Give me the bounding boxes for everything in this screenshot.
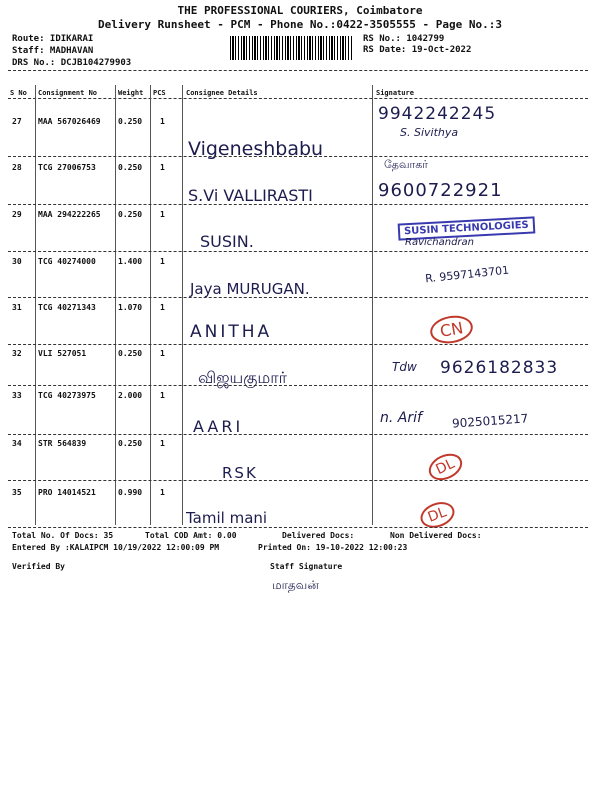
row-weight: 2.000 [118, 391, 143, 400]
row-weight: 0.250 [118, 210, 143, 219]
row-pcs: 1 [160, 303, 165, 312]
consignee-handwritten: Tamil mani [186, 509, 268, 527]
row-sno: 33 [12, 391, 22, 400]
signature-phone: 9025015217 [451, 411, 529, 431]
drs-number: DRS No.: DCJB104279903 [12, 58, 132, 68]
consignee-handwritten: Vigeneshbabu [188, 138, 324, 160]
row-consignment: STR 564839 [38, 439, 87, 448]
row-consignment: TCG 40274000 [38, 257, 96, 266]
row-sno: 32 [12, 349, 22, 358]
rs-date: RS Date: 19-Oct-2022 [363, 45, 472, 55]
signature-phone: 9600722921 [378, 180, 503, 201]
row-consignment: TCG 27006753 [38, 163, 96, 172]
row-sno: 28 [12, 163, 22, 172]
route: Route: IDIKARAI [12, 34, 94, 44]
staff-signature-label: Staff Signature [270, 562, 343, 571]
col-header-sno: S No [10, 89, 27, 97]
dl-mark: DL [417, 498, 458, 532]
signature-scribble: n. Arif [380, 410, 422, 426]
row-pcs: 1 [160, 163, 165, 172]
col-header-signature: Signature [376, 89, 414, 97]
row-consignment: TCG 40271343 [38, 303, 96, 312]
col-header-consignee: Consignee Details [186, 89, 258, 97]
row-pcs: 1 [160, 257, 165, 266]
printed-on: Printed On: 19-10-2022 12:00:23 [258, 543, 408, 552]
row-consignment: TCG 40273975 [38, 391, 96, 400]
row-sno: 27 [12, 117, 22, 126]
bottom-rule [8, 527, 588, 528]
signature-scribble: Ravichandran [405, 237, 474, 248]
runsheet-title: Delivery Runsheet - PCM - Phone No.:0422-3505555 - Page No.:3 [98, 18, 502, 31]
row-weight: 1.070 [118, 303, 143, 312]
col-divider [372, 85, 373, 525]
signature-scribble: தேவாகர் [384, 158, 429, 171]
row-pcs: 1 [160, 349, 165, 358]
signature-phone: 9626182833 [440, 358, 559, 378]
row-consignment: MAA 294222265 [38, 210, 101, 219]
col-header-pcs: PCS [153, 89, 166, 97]
row-weight: 0.990 [118, 488, 143, 497]
row-divider [8, 344, 588, 345]
consignee-handwritten: SUSIN. [200, 232, 254, 251]
cn-mark: CN [428, 312, 475, 346]
non-delivered-docs: Non Delivered Docs: [390, 531, 482, 540]
row-pcs: 1 [160, 488, 165, 497]
consignee-handwritten: ANITHA [190, 322, 273, 342]
consignee-handwritten: Jaya MURUGAN. [190, 280, 310, 298]
signature-phone: 9942242245 [378, 104, 497, 124]
col-divider [182, 85, 183, 525]
top-rule [8, 70, 588, 71]
row-pcs: 1 [160, 391, 165, 400]
row-divider [8, 204, 588, 205]
total-cod: Total COD Amt: 0.00 [145, 531, 237, 540]
col-header-consignment: Consignment No [38, 89, 98, 97]
company-title: THE PROFESSIONAL COURIERS, Coimbatore [177, 4, 423, 17]
row-weight: 1.400 [118, 257, 143, 266]
row-consignment: VLI 527051 [38, 349, 87, 358]
row-divider [8, 251, 588, 252]
row-pcs: 1 [160, 210, 165, 219]
dl-mark: DL [425, 449, 466, 485]
row-weight: 0.250 [118, 117, 143, 126]
row-pcs: 1 [160, 439, 165, 448]
row-consignment: PRO 14014521 [38, 488, 96, 497]
row-weight: 0.250 [118, 439, 143, 448]
barcode [230, 36, 352, 60]
row-sno: 30 [12, 257, 22, 266]
signature-scribble: Tdw [392, 360, 417, 374]
row-sno: 29 [12, 210, 22, 219]
consignee-handwritten: RSK [222, 464, 258, 482]
delivered-docs: Delivered Docs: [282, 531, 355, 540]
row-weight: 0.250 [118, 163, 143, 172]
staff-signature-scribble: மாதவன் [272, 578, 319, 592]
verified-by-label: Verified By [12, 562, 65, 571]
signature-scribble: S. Sivithya [400, 126, 459, 139]
row-divider [8, 434, 588, 435]
row-divider [8, 480, 588, 481]
row-divider [8, 297, 588, 298]
row-sno: 35 [12, 488, 22, 497]
col-divider [35, 85, 36, 525]
total-docs: Total No. Of Docs: 35 [12, 531, 114, 540]
row-weight: 0.250 [118, 349, 143, 358]
row-sno: 31 [12, 303, 22, 312]
entered-by: Entered By :KALAIPCM 10/19/2022 12:00:09 PM [12, 543, 220, 552]
signature-phone: R. 9597143701 [424, 263, 510, 286]
col-divider [150, 85, 151, 525]
consignee-handwritten: விஜயகுமார் [198, 368, 287, 387]
company-stamp: SUSIN TECHNOLOGIES [398, 216, 536, 240]
row-sno: 34 [12, 439, 22, 448]
row-divider [8, 385, 588, 386]
staff: Staff: MADHAVAN [12, 46, 94, 56]
rs-number: RS No.: 1042799 [363, 34, 445, 44]
col-divider [115, 85, 116, 525]
col-header-weight: Weight [118, 89, 144, 97]
row-divider [8, 156, 588, 157]
row-consignment: MAA 567026469 [38, 117, 101, 126]
consignee-handwritten: S.Vi VALLIRASTI [188, 186, 313, 205]
header-rule [8, 98, 588, 99]
consignee-handwritten: AARI [193, 417, 244, 436]
row-pcs: 1 [160, 117, 165, 126]
